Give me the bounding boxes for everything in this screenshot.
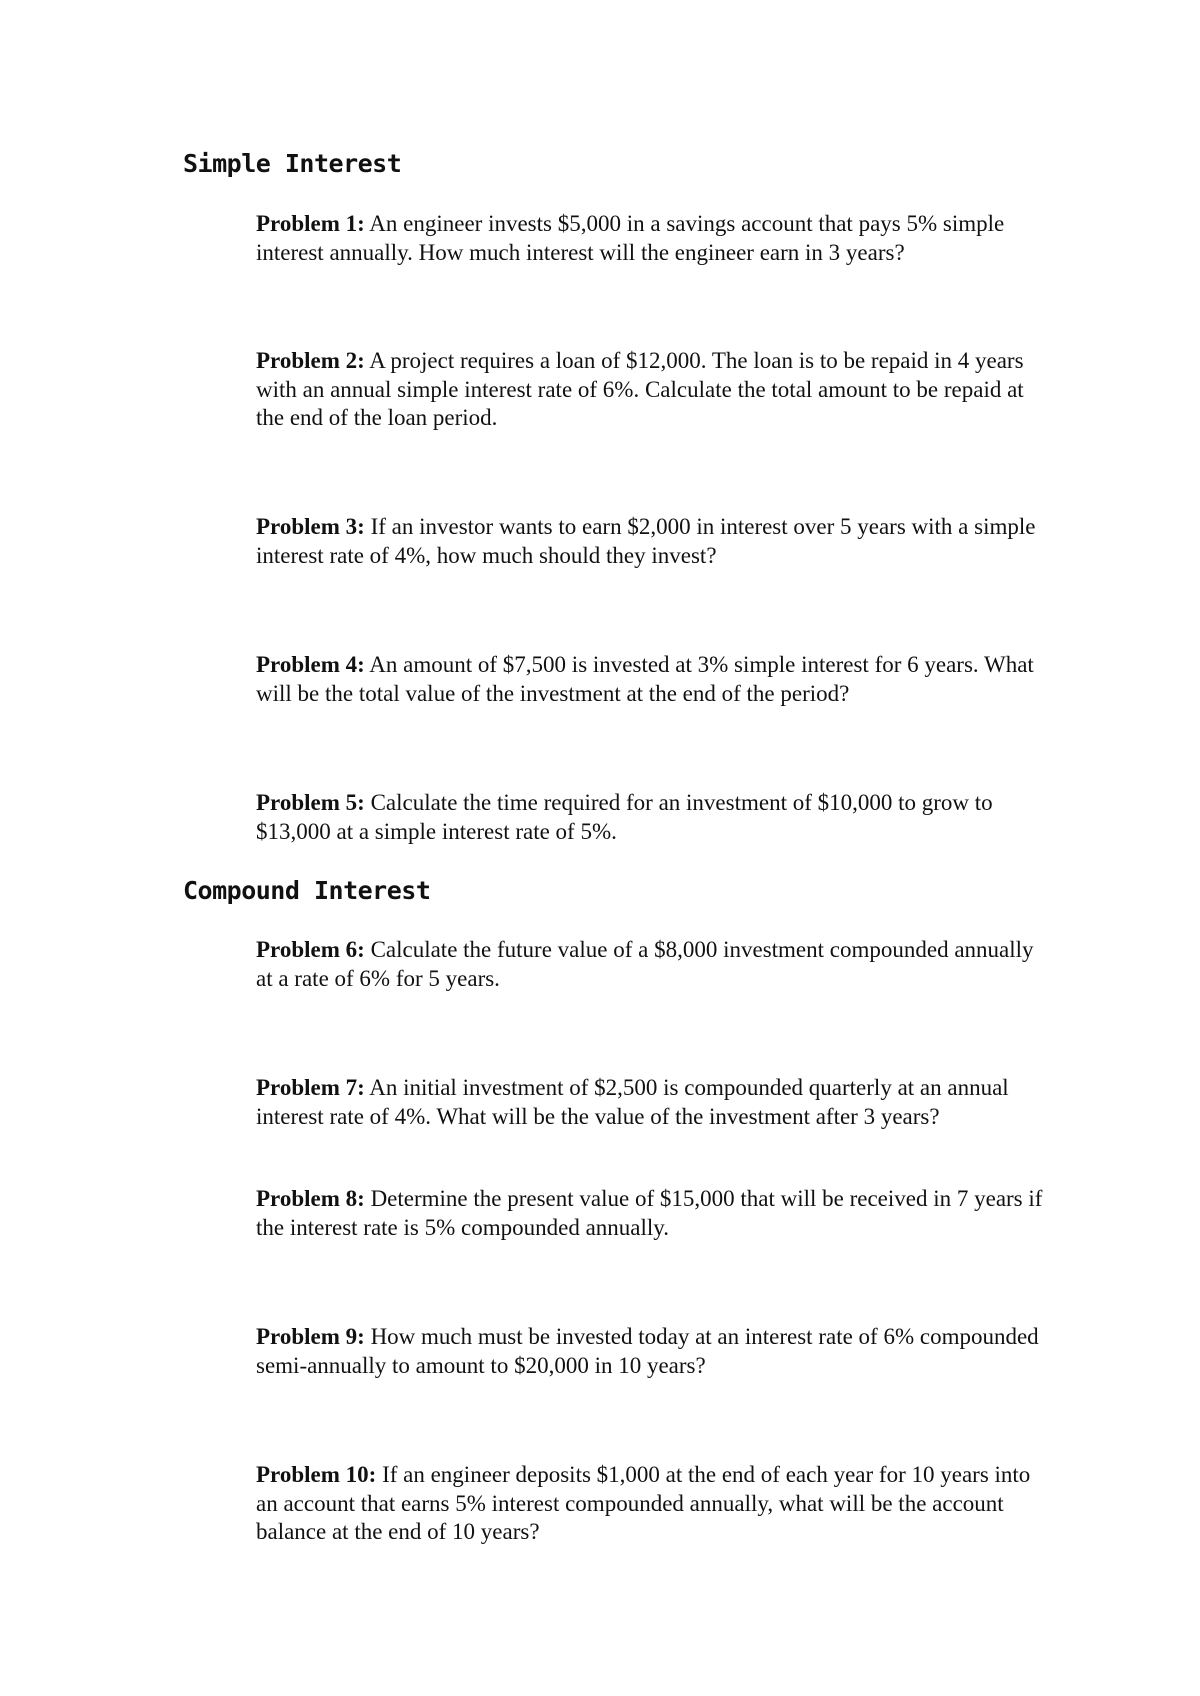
- problem-label: Problem 1:: [256, 211, 365, 236]
- problem-label: Problem 7:: [256, 1075, 365, 1100]
- problem-label: Problem 9:: [256, 1324, 365, 1349]
- problem-3: [256, 513, 1046, 570]
- problem-label: Problem 8:: [256, 1186, 365, 1211]
- problem-text: How much must be invested today at an interest rate of 6% compounded semi-annually to amount to $20,000 in 10 years?: [256, 1324, 1039, 1378]
- problem-text: An engineer invests $5,000 in a savings account that pays 5% simple interest annually. How much interest will the engineer earn in 3 years?: [256, 211, 1005, 265]
- problem-label: Problem 4:: [256, 652, 365, 677]
- problem-2: [256, 347, 1046, 433]
- problem-text: Determine the present value of $15,000 that will be received in 7 years if the interest rate is 5% compounded annually.: [256, 1186, 1043, 1240]
- problem-4: [256, 651, 1046, 708]
- problem-6: [256, 936, 1046, 993]
- problem-text: If an investor wants to earn $2,000 in interest over 5 years with a simple interest rate of 4%, how much should they invest?: [256, 514, 1036, 568]
- problem-text: An amount of $7,500 is invested at 3% simple interest for 6 years. What will be the total value of the investment at the end of the period?: [256, 652, 1034, 706]
- problem-5: [256, 789, 1046, 846]
- problem-8: [256, 1185, 1046, 1242]
- problem-1: [256, 210, 1046, 267]
- problem-7: [256, 1074, 1046, 1131]
- problem-label: Problem 2:: [256, 348, 365, 373]
- problem-label: Problem 5:: [256, 790, 365, 815]
- problem-text: Calculate the time required for an investment of $10,000 to grow to $13,000 at a simple interest rate of 5%.: [256, 790, 993, 844]
- problem-text: Calculate the future value of a $8,000 investment compounded annually at a rate of 6% for 5 years.: [256, 937, 1034, 991]
- problem-text: An initial investment of $2,500 is compounded quarterly at an annual interest rate of 4%. What will be the value of the investment after 3 years?: [256, 1075, 1009, 1129]
- problem-10: [256, 1461, 1046, 1547]
- section-heading-compound-interest: Compound Interest: [183, 876, 431, 905]
- problem-text: A project requires a loan of $12,000. The loan is to be repaid in 4 years with an annual simple interest rate of 6%. Calculate the total amount to be repaid at the end of the loan period.: [256, 348, 1024, 430]
- problem-9: [256, 1323, 1046, 1380]
- problem-text: If an engineer deposits $1,000 at the end of each year for 10 years into an account that earns 5% interest compounded annually, what will be the account balance at the end of 10 years?: [256, 1462, 1031, 1544]
- section-heading-simple-interest: Simple Interest: [183, 149, 402, 178]
- problem-label: Problem 3:: [256, 514, 365, 539]
- problem-label: Problem 10:: [256, 1462, 377, 1487]
- problem-label: Problem 6:: [256, 937, 365, 962]
